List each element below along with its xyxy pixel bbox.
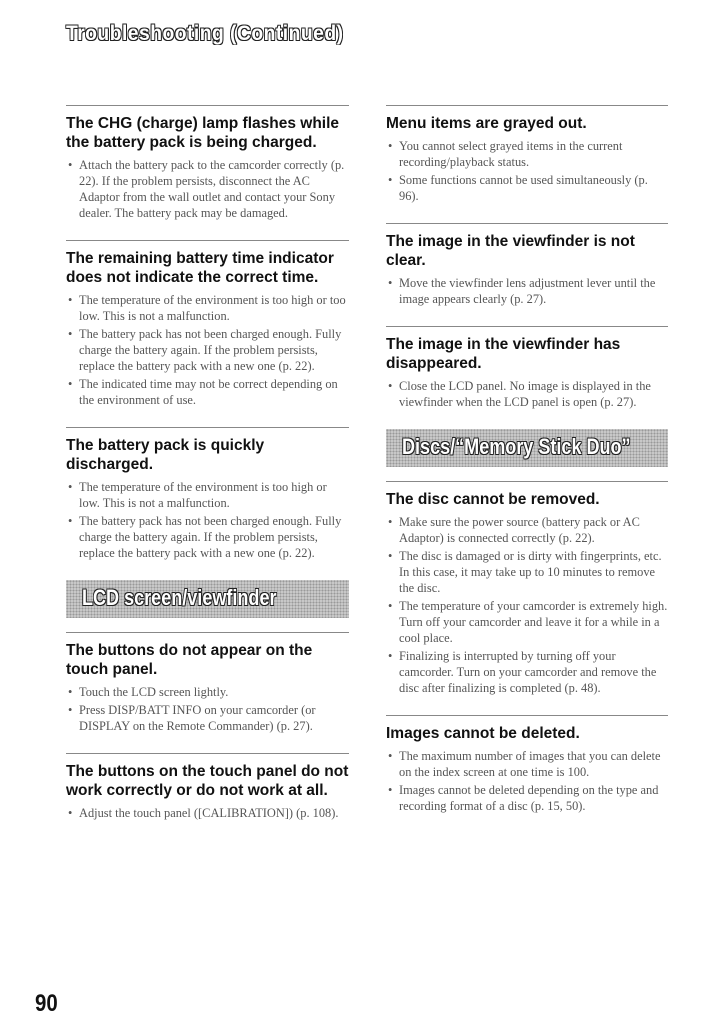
bullet-item: • The temperature of your camcorder is extremely high. Turn off your camcorder and leave it for a while in a cool place. [386,598,668,646]
faq-item [66,427,349,561]
item-heading: The disc cannot be removed. [386,491,600,508]
bullet-list [66,684,349,734]
bullet-list [66,805,349,821]
item-heading: The battery pack is quickly discharged. [66,437,265,473]
bullet-item: • Finalizing is interrupted by turning off your camcorder. Turn on your camcorder and remove the disc after finalizing is completed (p. 48). [386,648,668,696]
section-banner-lcd [66,580,349,618]
section-title: LCD screen/viewfinder [82,585,277,610]
bullet-list [386,378,668,410]
left-column [66,105,349,840]
item-heading: The image in the viewfinder has disappeared. [386,336,621,372]
item-heading: The buttons on the touch panel do not work correctly or do not work at all. [66,763,349,799]
item-heading: The buttons do not appear on the touch panel. [66,642,313,678]
bullet-list [66,479,349,561]
faq-item [66,632,349,734]
faq-item [386,715,668,814]
bullet-list [386,748,668,814]
item-heading: The CHG (charge) lamp flashes while the battery pack is being charged. [66,115,340,151]
right-column [386,105,668,833]
bullet-item: • Touch the LCD screen lightly. [66,684,349,700]
bullet-item: • The indicated time may not be correct depending on the environment of use. [66,376,349,408]
item-heading: Images cannot be deleted. [386,725,580,742]
item-heading: The image in the viewfinder is not clear. [386,233,635,269]
bullet-item: • You cannot select grayed items in the current recording/playback status. [386,138,668,170]
item-heading: The remaining battery time indicator does not indicate the correct time. [66,250,334,286]
bullet-item: • The maximum number of images that you can delete on the index screen at one time is 100. [386,748,668,780]
bullet-list [386,138,668,204]
faq-item [386,481,668,696]
section-title: Discs/“Memory Stick Duo” [402,434,631,459]
bullet-list [386,275,668,307]
bullet-item: • Move the viewfinder lens adjustment lever until the image appears clearly (p. 27). [386,275,668,307]
faq-item [66,240,349,408]
faq-item [386,326,668,410]
bullet-item: • The temperature of the environment is too high or too low. This is not a malfunction. [66,292,349,324]
faq-item [66,105,349,221]
faq-item [386,223,668,307]
faq-item [386,105,668,204]
section-banner-discs [386,429,668,467]
page-number: 90 [35,990,58,1017]
bullet-item: • Images cannot be deleted depending on the type and recording format of a disc (p. 15, 50). [386,782,668,814]
page-title: Troubleshooting (Continued) [66,22,344,45]
bullet-item: • Attach the battery pack to the camcorder correctly (p. 22). If the problem persists, disconnect the AC Adaptor from the wall outlet and contact your Sony dealer. The battery pack may be damaged. [66,157,349,221]
bullet-item: • Some functions cannot be used simultaneously (p. 96). [386,172,668,204]
bullet-item: • The battery pack has not been charged enough. Fully charge the battery again. If the problem persists, replace the battery pack with a new one (p. 22). [66,326,349,374]
item-heading: Menu items are grayed out. [386,115,587,132]
bullet-list [66,292,349,408]
bullet-item: • The battery pack has not been charged enough. Fully charge the battery again. If the problem persists, replace the battery pack with a new one (p. 22). [66,513,349,561]
bullet-list [386,514,668,696]
bullet-item: • The temperature of the environment is too high or low. This is not a malfunction. [66,479,349,511]
bullet-list [66,157,349,221]
bullet-item: • The disc is damaged or is dirty with fingerprints, etc. In this case, it may take up to 10 minutes to remove the disc. [386,548,668,596]
bullet-item: • Make sure the power source (battery pack or AC Adaptor) is connected correctly (p. 22). [386,514,668,546]
bullet-item: • Adjust the touch panel ([CALIBRATION]) (p. 108). [66,805,349,821]
bullet-item: • Press DISP/BATT INFO on your camcorder (or DISPLAY on the Remote Commander) (p. 27). [66,702,349,734]
bullet-item: • Close the LCD panel. No image is displayed in the viewfinder when the LCD panel is open (p. 27). [386,378,668,410]
faq-item [66,753,349,821]
